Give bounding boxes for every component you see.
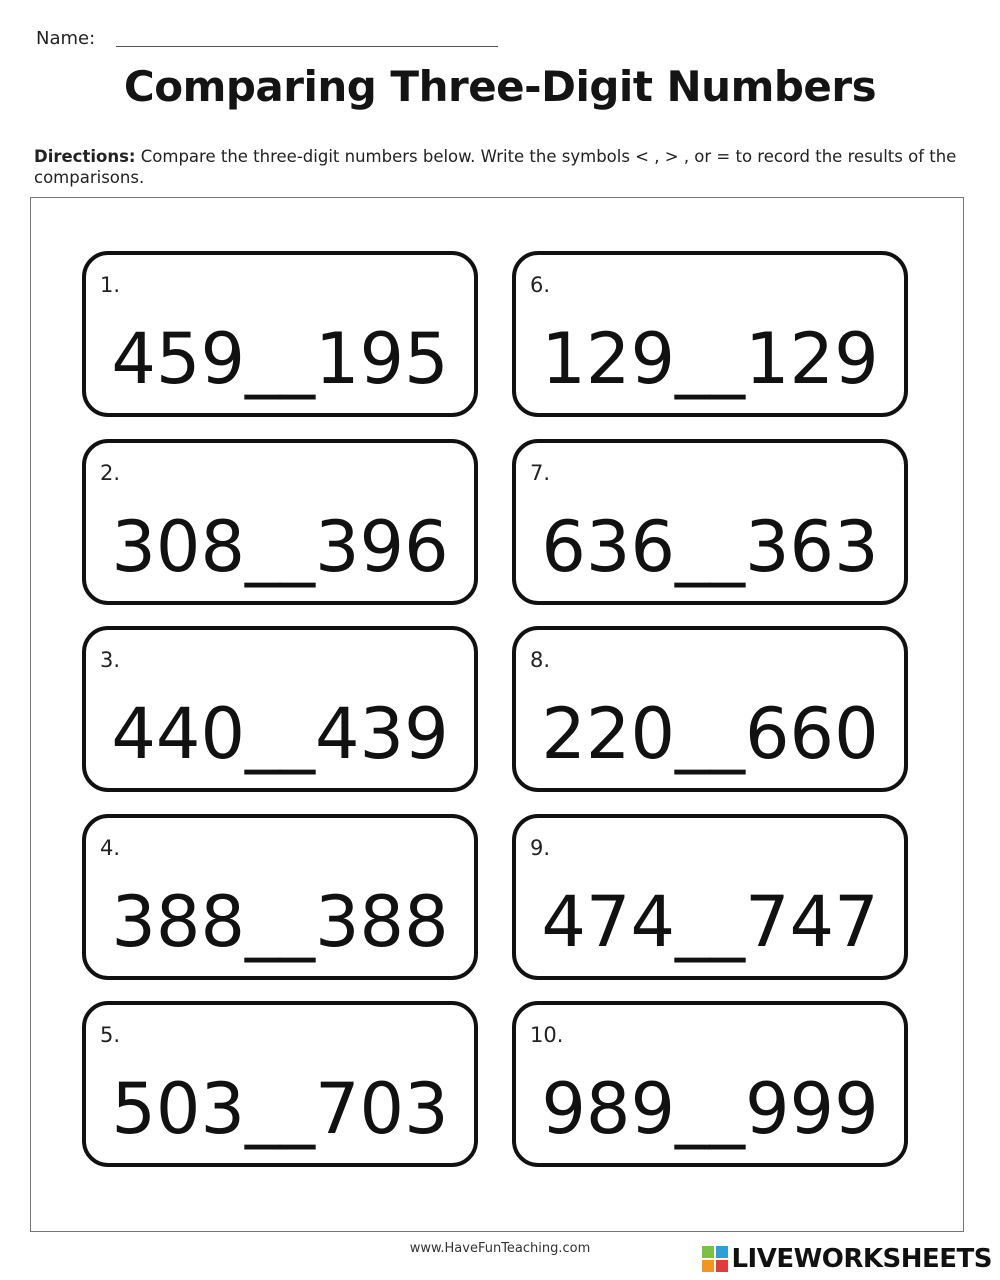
liveworksheets-brand	[702, 1244, 992, 1274]
problem-expression[interactable]: 474__747	[541, 881, 879, 963]
name-row	[36, 28, 506, 52]
problem-number: 9.	[530, 836, 551, 860]
problem-card-5	[82, 1001, 478, 1167]
problem-expression[interactable]: 388__388	[111, 881, 449, 963]
name-label: Name:	[36, 28, 96, 49]
problem-expression[interactable]: 440__439	[111, 693, 449, 775]
problem-number: 8.	[530, 648, 551, 672]
problem-number: 4.	[100, 836, 121, 860]
page-title: Comparing Three-Digit Numbers	[123, 62, 877, 111]
liveworksheets-logo-icon	[702, 1246, 728, 1272]
problem-card-10	[512, 1001, 908, 1167]
name-input-line[interactable]	[116, 46, 498, 47]
problem-number: 5.	[100, 1023, 121, 1047]
problem-expression[interactable]: 459__195	[111, 318, 449, 400]
problem-number: 2.	[100, 461, 121, 485]
problem-number: 7.	[530, 461, 551, 485]
problem-card-7	[512, 439, 908, 605]
brand-name: LIVEWORKSHEETS	[731, 1244, 992, 1274]
problem-card-6	[512, 251, 908, 417]
directions-label: Directions:	[34, 147, 136, 166]
problem-expression[interactable]: 503__703	[111, 1068, 449, 1150]
problem-expression[interactable]: 636__363	[541, 506, 879, 588]
problem-card-8	[512, 626, 908, 792]
problem-card-2	[82, 439, 478, 605]
problem-number: 1.	[100, 273, 121, 297]
problem-card-9	[512, 814, 908, 980]
problem-number: 10.	[530, 1023, 564, 1047]
problem-expression[interactable]: 220__660	[541, 693, 879, 775]
problem-expression[interactable]: 308__396	[111, 506, 449, 588]
directions	[34, 146, 964, 188]
problem-expression[interactable]: 989__999	[541, 1068, 879, 1150]
problem-card-4	[82, 814, 478, 980]
directions-text: Compare the three-digit numbers below. Write the symbols < , > , or = to record the results of the comparisons.	[34, 147, 957, 187]
problem-card-3	[82, 626, 478, 792]
problem-number: 6.	[530, 273, 551, 297]
problem-expression[interactable]: 129__129	[541, 318, 879, 400]
problem-card-1	[82, 251, 478, 417]
problem-number: 3.	[100, 648, 121, 672]
footer-website: www.HaveFunTeaching.com	[409, 1241, 591, 1256]
